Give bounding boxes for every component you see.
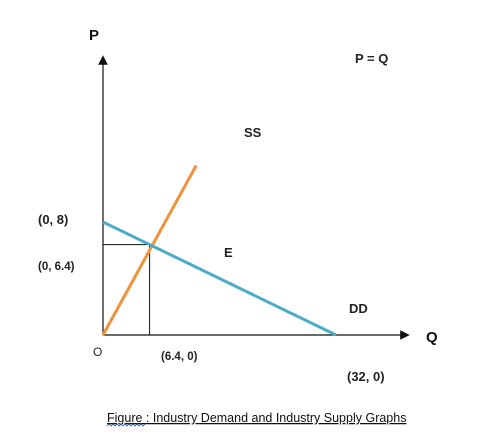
y-intercept-label: (0, 8) xyxy=(38,212,69,227)
figure-caption: Figure : Industry Demand and Industry Supply Graphs xyxy=(107,411,407,425)
line-label-p-equals-q: P = Q xyxy=(355,51,389,66)
demand-label: DD xyxy=(349,301,368,316)
supply-label: SS xyxy=(244,125,262,140)
x-axis-label: Q xyxy=(426,329,438,346)
y-axis-label: P xyxy=(89,27,100,44)
x-equilibrium-label: (6.4, 0) xyxy=(161,351,198,363)
demand-line-dd xyxy=(103,222,336,335)
equilibrium-label: E xyxy=(224,245,233,260)
x-intercept-label: (32, 0) xyxy=(347,369,385,384)
y-equilibrium-label: (0, 6.4) xyxy=(38,261,75,273)
origin-label: O xyxy=(93,345,103,359)
